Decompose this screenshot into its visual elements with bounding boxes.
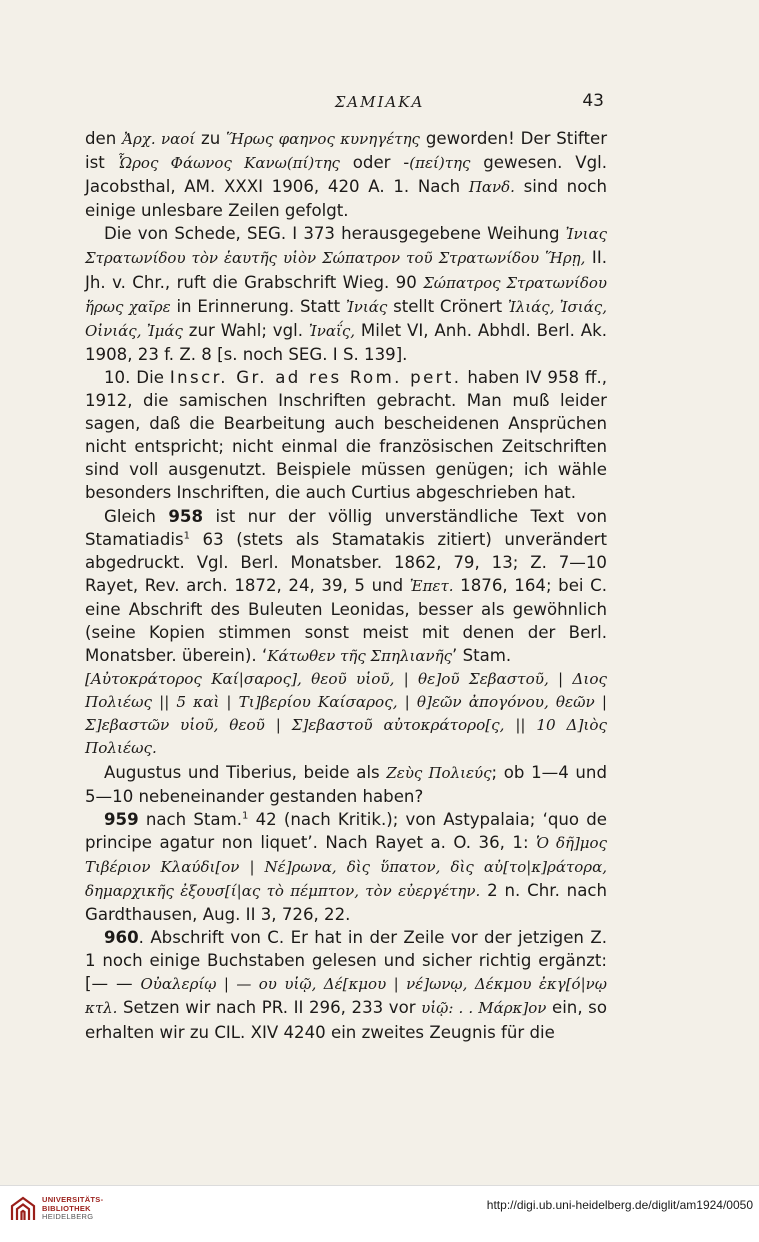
greek-text: Ἰνιάς bbox=[345, 297, 388, 316]
page-number: 43 bbox=[582, 91, 604, 111]
viewer-footer bbox=[0, 1185, 759, 1242]
greek-text: Ἰνιας Στρατωνίδου τὸν ἑαυτῆς υἱὸν Σώπατρον τοῦ Στρατωνίδου Ἥρῃ, bbox=[85, 225, 607, 268]
text: . Abschrift von C. Er hat in der Zeile vor der jetzigen Z. 1 noch einige Buchstaben gelesen und sicher richtig ergänzt: [— — bbox=[85, 928, 607, 994]
greek-text: (πεί)της bbox=[409, 154, 471, 173]
library-city: HEIDELBERG bbox=[42, 1212, 94, 1221]
greek-text: Ζεὺς Πολιεύς bbox=[386, 763, 492, 782]
library-name bbox=[42, 1196, 103, 1222]
greek-text: Ὧρος Φάωνος Κανω(πί)της bbox=[117, 154, 340, 173]
inscription-number: 958 bbox=[168, 506, 204, 526]
greek-text: Ἥρως φαηνος κυνηγέτης bbox=[226, 130, 420, 148]
text: ; ob 1—4 und 5—10 nebeneinander gestanden haben? bbox=[85, 762, 607, 806]
text: Augustus und Tiberius, beide als bbox=[104, 762, 387, 782]
text: in Erinnerung. Statt bbox=[170, 296, 346, 316]
footnote-ref: 1 bbox=[183, 530, 190, 542]
text: zu bbox=[195, 129, 227, 148]
text: ist nur der völlig unverständliche Text von Stamatiadis bbox=[85, 506, 607, 549]
text: Die von Schede, SEG. I 373 herausgegebene Weihung bbox=[104, 224, 566, 244]
greek-text: Ἐπετ. bbox=[409, 576, 454, 595]
text: haben IV 958 ff., 1912, die samischen Inschriften gebracht. Man muß leider sagen, daß die Bearbeitung auch bescheidenen Ansprüchen nicht entspricht; nicht einmal die französischen Zeitschriften sind voll ausgenutzt. Beispiele müssen genügen; ich wähle besonders Inschriften, die auch Curtius abgeschrieben hat. bbox=[85, 367, 607, 503]
greek-text: Σώπατρος Στρατωνίδου ἥρως χαῖρε bbox=[85, 273, 607, 316]
footnote-ref: 1 bbox=[242, 810, 249, 822]
text: Gleich bbox=[104, 506, 169, 526]
text: oder - bbox=[339, 153, 410, 173]
text: 42 (nach Kritik.); von Astypalaia; ‘quo de principe agatur non liquet’. Nach Rayet a. O. 36, 1: bbox=[85, 809, 607, 852]
text: ’ Stam. bbox=[452, 646, 512, 666]
paragraph-7 bbox=[85, 926, 607, 1043]
text: geworden! Der Stifter ist bbox=[85, 129, 608, 173]
text: zur Wahl; vgl. bbox=[182, 320, 309, 340]
greek-text: Ὁ δῆ]μος Τιβέριον Κλαύδι[ον | Νέ]ρωνα, δὶς ὕπατον, δὶς αὐ[το|κ]ράτορα, δημαρχικῆς ἐξουσ[ί|ας τὸ πέμπτον, τὸν εὐεργέτην. bbox=[85, 833, 607, 900]
text: den bbox=[85, 129, 123, 148]
inscription-number: 960 bbox=[104, 928, 139, 948]
library-name-line: UNIVERSITÄTS- bbox=[42, 1195, 104, 1204]
text: 10. Die bbox=[104, 367, 170, 387]
text: II. Jh. v. Chr., ruft die Grabschrift Wieg. 90 bbox=[85, 248, 607, 292]
text: 1876, 164; bei C. eine Abschrift des Buleuten Leonidas, besser als gewöhnlich (seine Kopien stimmen sonst meist mit denen der Berl. Monatsber. überein). ‘ bbox=[85, 575, 607, 666]
greek-text: Ἰλιάς, Ἰσιάς, Οἰνιάς, Ἰμάς bbox=[85, 297, 607, 340]
body-text bbox=[85, 127, 607, 1044]
paragraph-5 bbox=[85, 761, 607, 808]
text: stellt Crönert bbox=[387, 296, 508, 316]
text: Milet VI, Anh. Abhdl. Berl. Ak. 1908, 23 f. Z. 8 [s. noch SEG. I S. 139]. bbox=[85, 320, 608, 364]
greek-text: Πανδ. bbox=[468, 178, 515, 197]
spaced-title: Inscr. Gr. ad res Rom. pert. bbox=[169, 367, 462, 387]
ub-heidelberg-logo-icon[interactable] bbox=[8, 1194, 38, 1224]
paragraph-3 bbox=[85, 366, 607, 505]
greek-inscription: [Αὐτοκράτορος Καί|σαρος], θεοῦ υἱοῦ, | θε]οῦ Σεβαστοῦ, | Διος Πολιέως || 5 καὶ | Τι]βερίου Καίσαρος, | θ]εῶν ἀπογόνου, θεῶν | Σ]εβαστῶν υἱοῦ, θεοῦ | Σ]εβαστοῦ αὐτοκράτορο[ς, || 10 Δ]ιὸς Πολιέως. bbox=[85, 670, 607, 758]
greek-text: Ἀρχ. ναοί bbox=[122, 130, 196, 148]
greek-text: Οὐαλερίῳ | — ου υἱῷ, Δέ[κμου | νέ]ωνῳ, Δέκμου ἐκγ[ό|νῳ κτλ. bbox=[85, 975, 607, 1018]
text: Setzen wir nach PR. II 296, 233 vor bbox=[117, 998, 422, 1018]
paragraph-1 bbox=[85, 127, 607, 222]
greek-text: υἱῷ: . . Μάρκ]ον bbox=[421, 999, 547, 1018]
paragraph-2 bbox=[85, 222, 607, 366]
text: sind noch einige unlesbare Zeilen gefolgt. bbox=[85, 177, 607, 221]
text: ein, so erhalten wir zu CIL. XIV 4240 ein zweites Zeugnis für die bbox=[85, 998, 607, 1042]
page-header bbox=[0, 93, 759, 119]
greek-text: Ἰναΐς, bbox=[308, 321, 356, 340]
inscription-number: 959 bbox=[104, 809, 139, 829]
running-title: ΣΑΜΙΑΚΑ bbox=[334, 93, 425, 111]
greek-text: Κάτωθεν τῆς Σπηλιανῆς bbox=[267, 647, 453, 666]
text: nach Stam. bbox=[138, 809, 243, 829]
paragraph-4 bbox=[85, 505, 607, 669]
library-name-line: BIBLIOTHEK bbox=[42, 1203, 91, 1213]
text: 63 (stets als Stamatakis zitiert) unverändert abgedruckt. Vgl. Berl. Monatsber. 1862, 79, 13; Z. 7—10 Rayet, Rev. arch. 1872, 24, 39, 5 und bbox=[85, 529, 607, 595]
permalink-url[interactable]: http://digi.ub.uni-heidelberg.de/diglit/am1924/0050 bbox=[486, 1198, 753, 1212]
text: 2 n. Chr. nach Gardthausen, Aug. II 3, 726, 22. bbox=[85, 881, 608, 925]
paragraph-6 bbox=[85, 808, 607, 926]
text: gewesen. Vgl. Jacobsthal, AM. XXXI 1906, 420 A. 1. Nach bbox=[85, 153, 607, 197]
